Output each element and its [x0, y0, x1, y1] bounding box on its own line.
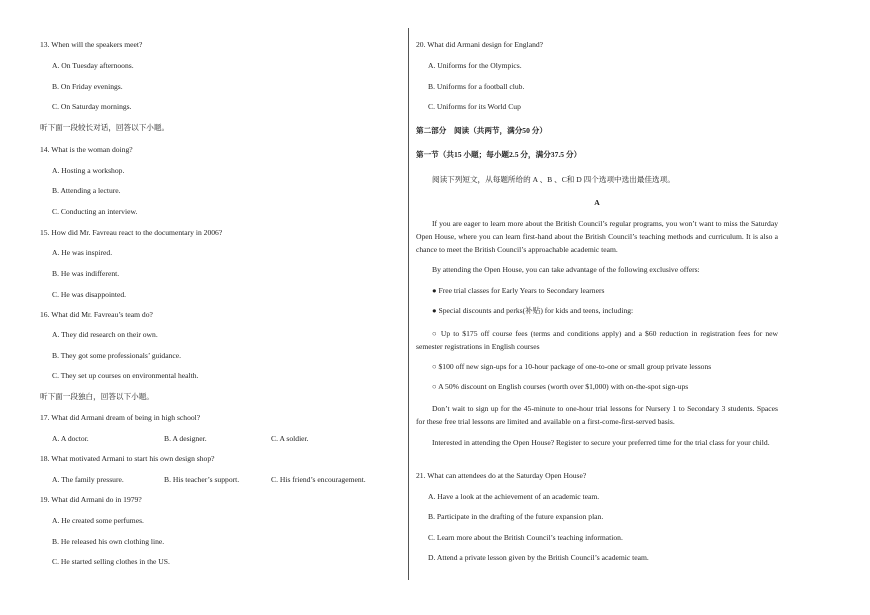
q14-stem: 14. What is the woman doing?: [40, 145, 133, 154]
bullet-special-discounts: ● Special discounts and perks(补贴) for kids and teens, including:: [432, 306, 634, 315]
q20-option-c: C. Uniforms for its World Cup: [428, 102, 521, 111]
q21-stem: 21. What can attendees do at the Saturday Open House?: [416, 471, 587, 480]
q13-option-b: B. On Friday evenings.: [52, 82, 123, 91]
column-divider: [408, 28, 409, 580]
q20-option-b: B. Uniforms for a football club.: [428, 82, 525, 91]
q13-option-c: C. On Saturday mornings.: [52, 102, 132, 111]
q17-option-a: A. A doctor.: [52, 434, 89, 443]
q16-stem: 16. What did Mr. Favreau’s team do?: [40, 310, 153, 319]
paragraph-3: Don’t wait to sign up for the 45-minute to one-hour trial lessons for Nursery 1 to Secondary 3 students. Spaces for these free trial lessons are limited and available on a first-come-first-served basis.: [416, 404, 778, 426]
q16-option-c: C. They set up courses on environmental health.: [52, 371, 199, 380]
bullet-new-signups: ○ $100 off new sign-ups for a 10-hour package of one-to-one or small group private lessons: [432, 362, 712, 371]
q14-option-a: A. Hosting a workshop.: [52, 166, 125, 175]
q20-stem: 20. What did Armani design for England?: [416, 40, 544, 49]
part-two-heading: 第二部分 阅读（共两节，满分50 分）: [416, 126, 547, 135]
listening-instruction-1: 听下面一段较长对话，回答以下小题。: [40, 123, 170, 132]
reading-instruction: 阅读下列短文，从每题所给的 A 、B 、C和 D 四个选项中选出最佳选项。: [432, 175, 675, 184]
q13-option-a: A. On Tuesday afternoons.: [52, 61, 134, 70]
bullet-course-fees: ○ Up to $175 off course fees (terms and conditions apply) and a $60 reduction in registration fees for new semester registrations in English courses: [416, 329, 778, 351]
q14-option-c: C. Conducting an interview.: [52, 207, 138, 216]
q21-option-d: D. Attend a private lesson given by the British Council’s academic team.: [428, 553, 649, 562]
q16-option-b: B. They got some professionals’ guidance.: [52, 351, 181, 360]
q19-stem: 19. What did Armani do in 1979?: [40, 495, 142, 504]
passage-label: A: [594, 198, 600, 207]
q18-option-a: A. The family pressure.: [52, 475, 124, 484]
q18-option-b: B. His teacher’s support.: [164, 475, 240, 484]
q14-option-b: B. Attending a lecture.: [52, 186, 121, 195]
q15-stem: 15. How did Mr. Favreau react to the documentary in 2006?: [40, 228, 223, 237]
q17-stem: 17. What did Armani dream of being in high school?: [40, 413, 201, 422]
q19-option-a: A. He created some perfumes.: [52, 516, 144, 525]
q21-option-b: B. Participate in the drafting of the future expansion plan.: [428, 512, 604, 521]
bullet-free-trial: ● Free trial classes for Early Years to Secondary learners: [432, 286, 605, 295]
bullet-discount: ○ A 50% discount on English courses (worth over $1,000) with on-the-spot sign-ups: [432, 382, 689, 391]
q15-option-a: A. He was inspired.: [52, 248, 113, 257]
q19-option-b: B. He released his own clothing line.: [52, 537, 165, 546]
q15-option-c: C. He was disappointed.: [52, 290, 127, 299]
q16-option-a: A. They did research on their own.: [52, 330, 158, 339]
q15-option-b: B. He was indifferent.: [52, 269, 120, 278]
q19-option-c: C. He started selling clothes in the US.: [52, 557, 170, 566]
paragraph-4: Interested in attending the Open House? Register to secure your preferred time for the trial class for your child.: [432, 438, 770, 447]
section-one-heading: 第一节（共15 小题；每小题2.5 分，满分37.5 分）: [416, 150, 582, 159]
q18-stem: 18. What motivated Armani to start his own design shop?: [40, 454, 215, 463]
listening-instruction-2: 听下面一段独白，回答以下小题。: [40, 392, 154, 401]
q17-option-b: B. A designer.: [164, 434, 207, 443]
paragraph-2: By attending the Open House, you can take advantage of the following exclusive offers:: [432, 265, 700, 274]
q20-option-a: A. Uniforms for the Olympics.: [428, 61, 522, 70]
q13-stem: 13. When will the speakers meet?: [40, 40, 143, 49]
q21-option-a: A. Have a look at the achievement of an academic team.: [428, 492, 600, 501]
paragraph-1: If you are eager to learn more about the British Council’s regular programs, you won’t want to miss the Saturday Open House, where you can learn first-hand about the British Council’s teaching methods and curriculum. It is also a chance to meet the British Council’s approachable academic team.: [416, 219, 778, 254]
q18-option-c: C. His friend’s encouragement.: [271, 475, 366, 484]
q21-option-c: C. Learn more about the British Council’s teaching information.: [428, 533, 623, 542]
q17-option-c: C. A soldier.: [271, 434, 309, 443]
